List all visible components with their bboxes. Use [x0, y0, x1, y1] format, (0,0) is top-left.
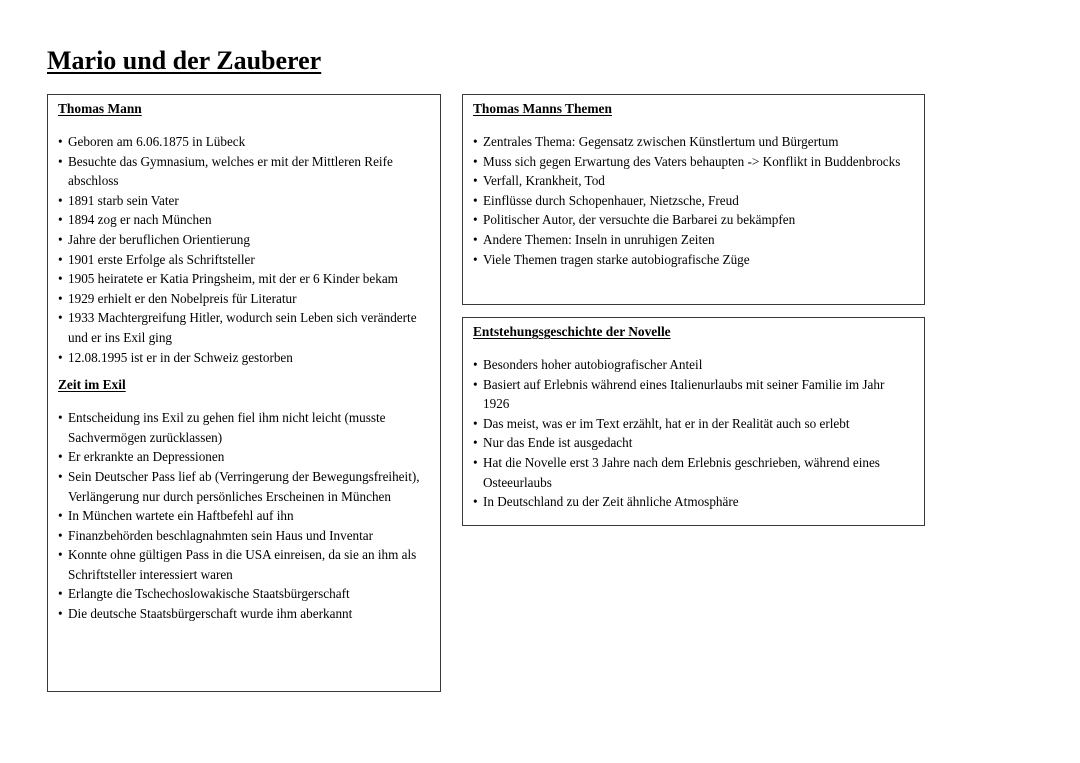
list-item: • In Deutschland zu der Zeit ähnliche Atmosphäre [473, 492, 914, 512]
list-item: • Einflüsse durch Schopenhauer, Nietzsche, Freud [473, 191, 914, 211]
list-item: • In München wartete ein Haftbefehl auf ihn [58, 506, 430, 526]
list-item: • Besuchte das Gymnasium, welches er mit der Mittleren Reife abschloss [58, 152, 430, 191]
list-item: • Politischer Autor, der versuchte die Barbarei zu bekämpfen [473, 210, 914, 230]
list-item: • 1933 Machtergreifung Hitler, wodurch sein Leben sich veränderte und er ins Exil ging [58, 308, 430, 347]
themes-list [473, 132, 914, 269]
list-item: • Basiert auf Erlebnis während eines Italienurlaubs mit seiner Familie im Jahr 1926 [473, 375, 914, 414]
thomas-mann-box [47, 94, 441, 692]
list-item: • 1894 zog er nach München [58, 210, 430, 230]
page-title: Mario und der Zauberer [47, 46, 322, 75]
list-item: • Er erkrankte an Depressionen [58, 447, 430, 467]
list-item: • Geboren am 6.06.1875 in Lübeck [58, 132, 430, 152]
list-item: • Muss sich gegen Erwartung des Vaters behaupten -> Konflikt in Buddenbrocks [473, 152, 914, 172]
list-item: • 1901 erste Erfolge als Schriftsteller [58, 250, 430, 270]
themes-heading: Thomas Manns Themen [473, 101, 612, 116]
origin-heading: Entstehungsgeschichte der Novelle [473, 324, 671, 339]
list-item: • Viele Themen tragen starke autobiografische Züge [473, 250, 914, 270]
list-item: • 1891 starb sein Vater [58, 191, 430, 211]
thomas-mann-list [58, 132, 430, 367]
list-item: • Finanzbehörden beschlagnahmten sein Haus und Inventar [58, 526, 430, 546]
list-item: • Konnte ohne gültigen Pass in die USA einreisen, da sie an ihm als Schriftsteller interessiert waren [58, 545, 430, 584]
list-item: • Die deutsche Staatsbürgerschaft wurde ihm aberkannt [58, 604, 430, 624]
exile-list [58, 408, 430, 624]
list-item: • 12.08.1995 ist er in der Schweiz gestorben [58, 348, 430, 368]
thomas-mann-heading: Thomas Mann [58, 101, 142, 116]
list-item: • Das meist, was er im Text erzählt, hat er in der Realität auch so erlebt [473, 414, 914, 434]
origin-box [462, 317, 925, 526]
list-item: • Hat die Novelle erst 3 Jahre nach dem Erlebnis geschrieben, während eines Osteeurlaubs [473, 453, 914, 492]
list-item: • Andere Themen: Inseln in unruhigen Zeiten [473, 230, 914, 250]
exile-heading: Zeit im Exil [58, 377, 126, 393]
list-item: • Zentrales Thema: Gegensatz zwischen Künstlertum und Bürgertum [473, 132, 914, 152]
list-item: • 1905 heiratete er Katia Pringsheim, mit der er 6 Kinder bekam [58, 269, 430, 289]
list-item: • 1929 erhielt er den Nobelpreis für Literatur [58, 289, 430, 309]
list-item: • Jahre der beruflichen Orientierung [58, 230, 430, 250]
list-item: • Verfall, Krankheit, Tod [473, 171, 914, 191]
themes-box [462, 94, 925, 305]
list-item: • Sein Deutscher Pass lief ab (Verringerung der Bewegungsfreiheit), Verlängerung nur durch persönliches Erscheinen in München [58, 467, 430, 506]
list-item: • Nur das Ende ist ausgedacht [473, 433, 914, 453]
list-item: • Besonders hoher autobiografischer Anteil [473, 355, 914, 375]
list-item: • Erlangte die Tschechoslowakische Staatsbürgerschaft [58, 584, 430, 604]
origin-list [473, 355, 914, 512]
list-item: • Entscheidung ins Exil zu gehen fiel ihm nicht leicht (musste Sachvermögen zurücklassen) [58, 408, 430, 447]
